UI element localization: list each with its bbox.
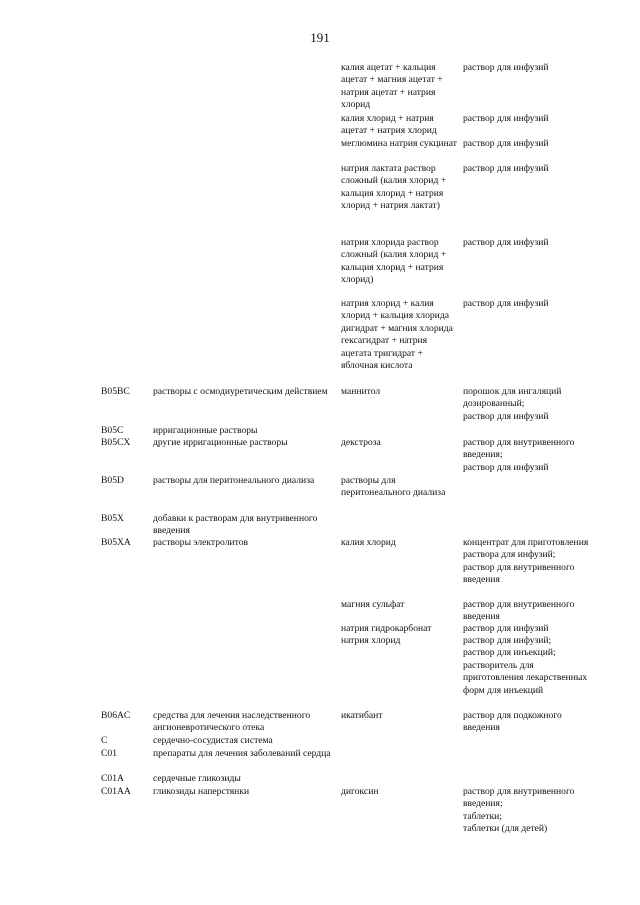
atc-group: гликозиды наперстянки	[153, 786, 250, 797]
drug-name: маннитол	[341, 386, 381, 397]
drug-name: калия хлорид	[341, 537, 396, 548]
atc-group: растворы электролитов	[153, 537, 249, 548]
atc-group: препараты для лечения заболеваний сердца	[153, 748, 331, 759]
dosage-form: раствор для внутривенного введения; раствор для инфузий	[463, 437, 575, 473]
drug-name: калия ацетат + кальция ацетат + магния ацетат + натрия ацетат + натрия хлорид	[341, 62, 443, 111]
dosage-form: раствор для инфузий	[463, 163, 549, 174]
atc-code: B05D	[101, 475, 124, 486]
dosage-form: раствор для инфузий; раствор для инъекций; растворитель для приготовления лекарственных форм для инъекций	[463, 635, 588, 696]
atc-code: B05C	[101, 425, 124, 436]
dosage-form: раствор для внутривенного введения; таблетки; таблетки (для детей)	[463, 786, 575, 835]
dosage-form: порошок для ингаляций дозированный; раствор для инфузий	[463, 386, 562, 422]
dosage-form: раствор для инфузий	[463, 62, 549, 73]
atc-group: средства для лечения наследственного ангионевротического отека	[153, 710, 311, 734]
atc-group: сердечные гликозиды	[153, 773, 241, 784]
drug-name: магния сульфат	[341, 599, 405, 610]
dosage-form: раствор для подкожного введения	[463, 710, 562, 734]
atc-group: добавки к растворам для внутривенного введения	[153, 513, 318, 537]
atc-group: ирригационные растворы	[153, 425, 258, 436]
drug-name: натрия хлорид + калия хлорид + кальция хлорида дигидрат + магния хлорида гексагидрат + натрия ацетата тригидрат + яблочная кислота	[341, 298, 453, 372]
drug-name: декстроза	[341, 437, 381, 448]
atc-code: C01	[101, 748, 117, 759]
dosage-form: раствор для инфузий	[463, 298, 549, 309]
dosage-form: раствор для инфузий	[463, 113, 549, 124]
dosage-form: раствор для внутривенного введения	[463, 599, 575, 623]
drug-name: меглюмина натрия сукцинат	[341, 138, 457, 149]
atc-group: растворы с осмодиуретическим действием	[153, 386, 328, 397]
drug-name: натрия гидрокарбонат	[341, 623, 432, 634]
drug-name: дигоксин	[341, 786, 379, 797]
drug-name: калия хлорид + натрия ацетат + натрия хлорид	[341, 113, 437, 137]
atc-code: B05X	[101, 513, 124, 524]
dosage-form: раствор для инфузий	[463, 623, 549, 634]
atc-code: B05BC	[101, 386, 130, 397]
atc-code: B05XA	[101, 537, 131, 548]
drug-name: икатибант	[341, 710, 383, 721]
page-number: 191	[310, 30, 330, 45]
atc-code: C	[101, 735, 108, 746]
atc-group: сердечно-сосудистая система	[153, 735, 273, 746]
dosage-form: концентрат для приготовления раствора для инфузий; раствор для внутривенного введения	[463, 537, 589, 586]
dosage-form: раствор для инфузий	[463, 237, 549, 248]
drug-name: натрия хлорида раствор сложный (калия хлорид + кальция хлорид + натрия хлорид)	[341, 237, 447, 286]
atc-code: C01AA	[101, 786, 131, 797]
atc-group: другие ирригационные растворы	[153, 437, 288, 448]
drug-name: натрия хлорид	[341, 635, 401, 646]
atc-code: B06AC	[101, 710, 131, 721]
atc-code: C01A	[101, 773, 124, 784]
atc-code: B05CX	[101, 437, 131, 448]
dosage-form: раствор для инфузий	[463, 138, 549, 149]
drug-name: натрия лактата раствор сложный (калия хлорид + кальция хлорид + натрия хлорид + натрия лактат)	[341, 163, 447, 212]
atc-group: растворы для перитонеального диализа	[153, 475, 315, 486]
drug-name: растворы для перитонеального диализа	[341, 475, 446, 499]
